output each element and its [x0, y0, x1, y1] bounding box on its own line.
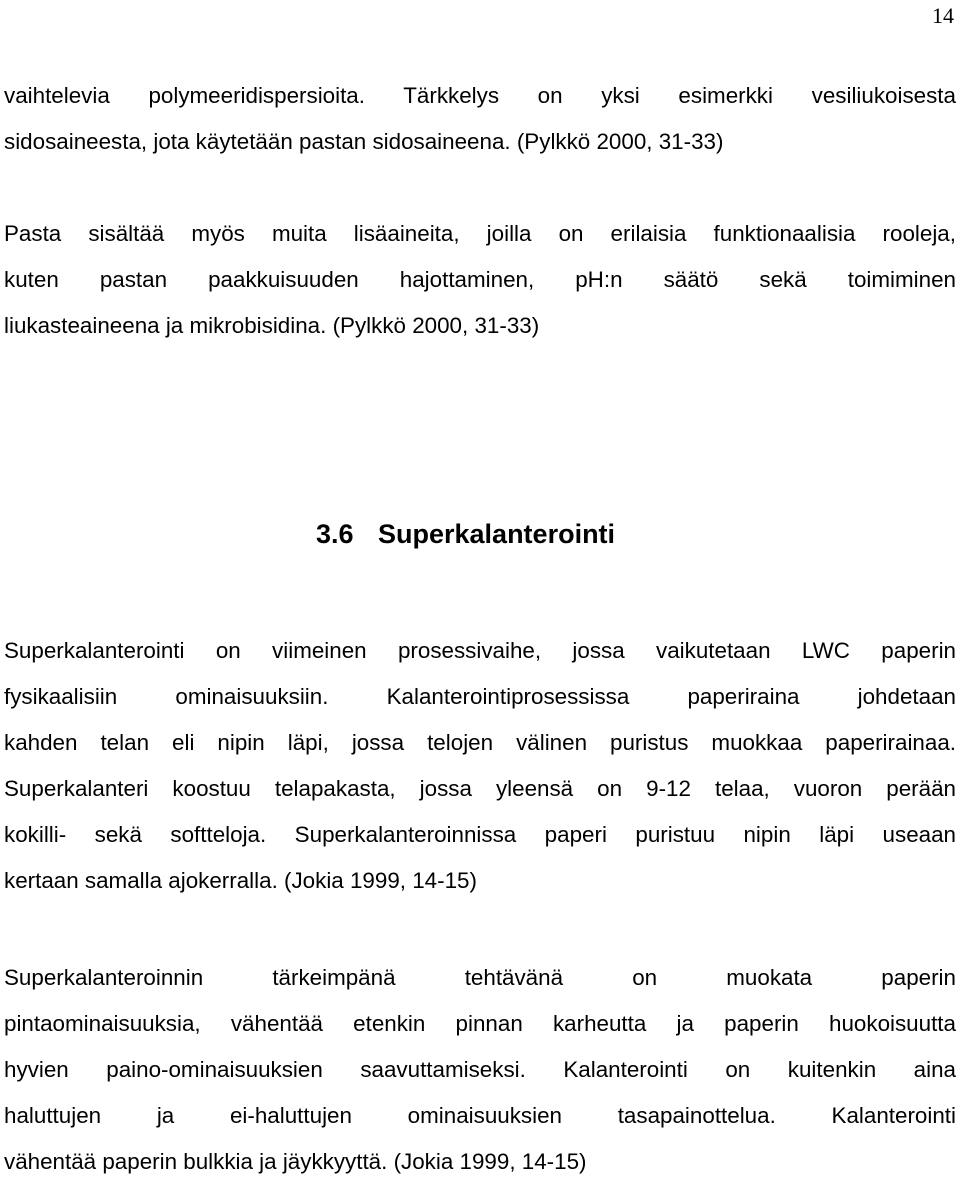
text-line: Superkalanterointi on viimeinen prosessivaihe, jossa vaikutetaan LWC paperin — [4, 638, 956, 663]
paragraph-additives — [4, 211, 956, 349]
text-line: liukasteaineena ja mikrobisidina. (Pylkkö 2000, 31-33) — [4, 313, 540, 338]
section-title: Superkalanterointi — [378, 519, 616, 549]
paragraph-supercalendering-process — [4, 628, 956, 904]
paragraph-supercalendering-goals — [4, 955, 956, 1185]
text-line: vaihtelevia polymeeridispersioita. Tärkkelys on yksi esimerkki vesiliukoisesta — [4, 83, 956, 108]
paragraph-intro — [4, 73, 956, 165]
text-line: Superkalanteri koostuu telapakasta, jossa yleensä on 9-12 telaa, vuoron perään — [4, 776, 956, 801]
text-line: kokilli- sekä softteloja. Superkalanteroinnissa paperi puristuu nipin läpi useaan — [4, 822, 956, 847]
text-line: kertaan samalla ajokerralla. (Jokia 1999, 14-15) — [4, 868, 477, 893]
text-line: kuten pastan paakkuisuuden hajottaminen, pH:n säätö sekä toimiminen — [4, 267, 956, 292]
section-heading — [316, 511, 615, 557]
text-line: vähentää paperin bulkkia ja jäykkyyttä. (Jokia 1999, 14-15) — [4, 1149, 587, 1174]
text-line: pintaominaisuuksia, vähentää etenkin pinnan karheutta ja paperin huokoisuutta — [4, 1011, 956, 1036]
text-line: Pasta sisältää myös muita lisäaineita, joilla on erilaisia funktionaalisia rooleja, — [4, 221, 956, 246]
section-number: 3.6 — [316, 519, 354, 549]
text-line: kahden telan eli nipin läpi, jossa telojen välinen puristus muokkaa paperirainaa. — [4, 730, 956, 755]
page-number: 14 — [932, 3, 954, 28]
text-line: sidosaineesta, jota käytetään pastan sidosaineena. (Pylkkö 2000, 31-33) — [4, 129, 724, 154]
text-line: fysikaalisiin ominaisuuksiin. Kalanterointiprosessissa paperiraina johdetaan — [4, 684, 956, 709]
text-line: haluttujen ja ei-haluttujen ominaisuuksien tasapainottelua. Kalanterointi — [4, 1103, 956, 1128]
text-line: Superkalanteroinnin tärkeimpänä tehtävänä on muokata paperin — [4, 965, 956, 990]
text-line: hyvien paino-ominaisuuksien saavuttamiseksi. Kalanterointi on kuitenkin aina — [4, 1057, 956, 1082]
